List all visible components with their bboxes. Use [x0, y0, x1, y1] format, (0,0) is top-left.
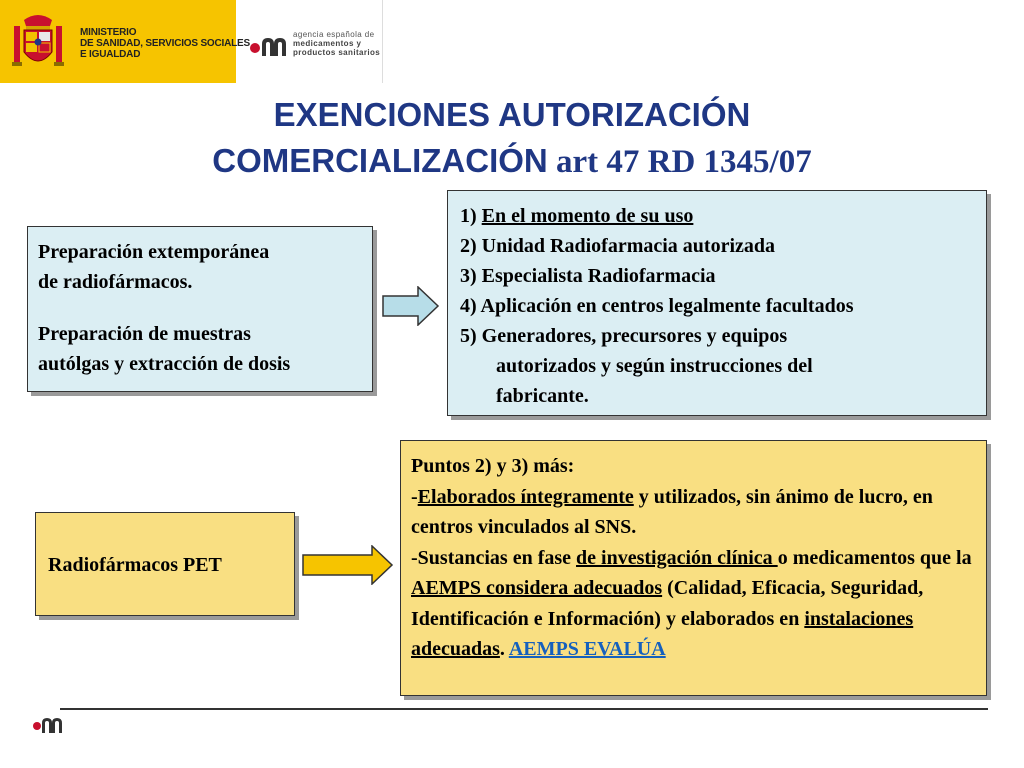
slide-title-line-1: EXENCIONES AUTORIZACIÓN [273, 96, 751, 133]
header-bar [0, 0, 384, 83]
pet-points-heading: Puntos 2) y 3) más: [411, 455, 575, 477]
pet-bullet-2-emphasis-1: de investigación clínica [576, 546, 778, 569]
ministry-name [80, 27, 250, 60]
ministry-line-3: E IGUALDAD [80, 49, 141, 60]
condition-item-5: 5) Generadores, precursores y equipos [460, 325, 788, 347]
pet-bullet-1: -Elaborados íntegramente y utilizados, sin ánimo de lucro, en centros vinculados al SNS. [411, 485, 933, 538]
arrow-right-icon [302, 545, 394, 585]
conditions-list-box [447, 190, 987, 416]
condition-item-1: 1) En el momento de su uso [460, 205, 694, 227]
title-article-ref: art 47 RD 1345/07 [547, 144, 812, 180]
condition-item-4: 4) Aplicación en centros legalmente facultados [460, 295, 854, 317]
ministry-line-2: DE SANIDAD, SERVICIOS SOCIALES [80, 38, 250, 49]
preparation-text-2b: autólgas y extracción de dosis [38, 353, 291, 375]
pet-conditions-box [400, 440, 987, 696]
preparation-text-1b: de radiofármacos. [38, 271, 193, 293]
condition-item-5-cont: autorizados y según instrucciones del [496, 355, 813, 377]
title-comercializacion: COMERCIALIZACIÓN [212, 142, 548, 179]
condition-item-2: 2) Unidad Radiofarmacia autorizada [460, 235, 775, 257]
pet-bullet-1-emphasis: Elaborados íntegramente [417, 485, 634, 508]
condition-item-3: 3) Especialista Radiofarmacia [460, 265, 716, 287]
coat-of-arms-icon [10, 12, 66, 72]
agency-name [293, 30, 380, 57]
ministry-line-1: MINISTERIO [80, 27, 137, 38]
pet-bullet-2: -Sustancias en fase de investigación clínica o medicamentos que la AEMPS considera adecuados (Calidad, Eficacia, Seguridad, Identificación e Información) y elaborados en instalaciones adecuadas. AEMPS EVALÚA [411, 546, 972, 660]
pet-box [35, 512, 295, 616]
agency-line-1: agencia española de [293, 30, 375, 39]
agency-line-2: medicamentos y [293, 39, 362, 48]
slide-title-line-2 [0, 142, 1024, 181]
preparation-text-2a: Preparación de muestras [38, 323, 251, 345]
condition-1-text: En el momento de su uso [481, 205, 694, 227]
arrow-right-icon [382, 286, 440, 326]
pet-bullet-2-emphasis-2: AEMPS considera adecuados [411, 577, 663, 599]
pet-bullet-2-emphasis-3: instalaciones adecuadas [411, 607, 914, 660]
aemps-evalua-link[interactable]: AEMPS EVALÚA [508, 638, 666, 660]
preparation-box [27, 226, 373, 392]
condition-item-5-end: fabricante. [496, 385, 589, 407]
pet-label: Radiofármacos PET [48, 554, 222, 576]
aemps-footer-logo-icon [32, 713, 64, 735]
aemps-logo-icon [248, 30, 292, 60]
footer-divider [60, 708, 988, 710]
agency-line-3: productos sanitarios [293, 48, 381, 57]
preparation-text-1a: Preparación extemporánea [38, 241, 270, 263]
